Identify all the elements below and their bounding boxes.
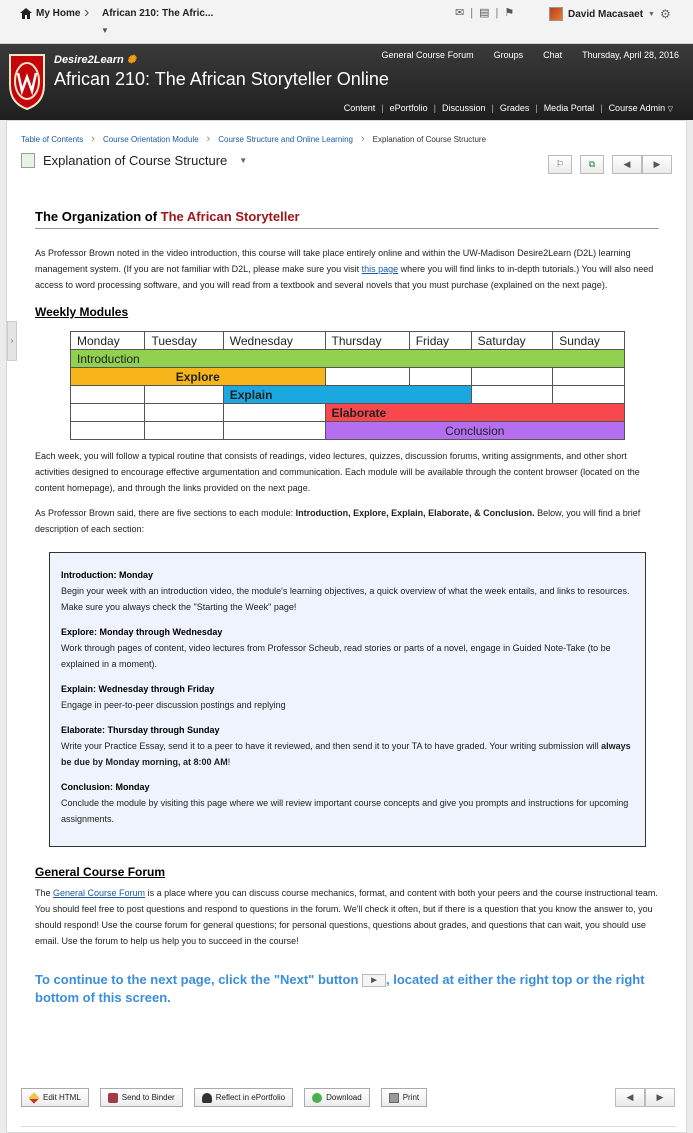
content-panel <box>6 120 687 1133</box>
my-home-link[interactable] <box>20 8 80 19</box>
minibar <box>0 0 693 44</box>
open-new-window-button[interactable] <box>580 155 604 174</box>
user-menu[interactable] <box>549 7 655 21</box>
phase-elaborate: Elaborate <box>325 404 625 422</box>
divider: | <box>433 103 436 113</box>
update-alerts-icon[interactable]: ▤ <box>479 7 490 19</box>
next-topic-button[interactable] <box>645 1088 675 1107</box>
nav-general-forum[interactable]: General Course Forum <box>381 50 474 60</box>
nav-discussion[interactable]: Discussion <box>441 103 486 113</box>
sections-intro-paragraph <box>35 505 659 537</box>
empty-cell <box>223 404 325 422</box>
edit-html-label: Edit HTML <box>43 1093 81 1102</box>
avatar <box>549 7 563 21</box>
next-arrow-icon: ▶ <box>656 1092 664 1102</box>
nav-grades[interactable]: Grades <box>499 103 530 113</box>
binder-icon <box>108 1093 118 1103</box>
printer-icon <box>389 1093 399 1103</box>
previous-arrow-icon: ◀ <box>626 1092 634 1102</box>
section-elaborate <box>61 722 634 770</box>
next-arrow-icon: ▶ <box>653 159 661 169</box>
empty-cell <box>553 368 625 386</box>
divider: | <box>535 103 538 113</box>
topic-actions-dropdown[interactable]: ▼ <box>239 156 248 165</box>
pencil-icon <box>28 1092 39 1103</box>
d2l-brand-text: Desire2Learn <box>54 54 124 66</box>
html-file-icon <box>21 153 35 168</box>
chevron-down-icon: ▼ <box>648 10 655 18</box>
send-to-binder-label: Send to Binder <box>121 1093 175 1102</box>
topic-tools <box>548 155 672 174</box>
d2l-logo <box>54 53 136 66</box>
user-name: David Macasaet <box>568 8 644 20</box>
weekly-schedule-table <box>70 331 625 440</box>
section-description: Engage in peer-to-peer discussion postings and replying <box>61 700 286 710</box>
gear-icon[interactable]: ⚙ <box>660 7 671 21</box>
section-description: Begin your week with an introduction video, the module's learning objectives, a quick overview of what the week entails, and links to resources. Make sure you always check the "Starting the Week" page! <box>61 586 630 612</box>
subscription-alerts-icon[interactable]: ⚑ <box>504 7 515 19</box>
page-title: Explanation of Course Structure <box>43 153 228 168</box>
nav-content[interactable]: Content <box>343 103 376 113</box>
bottom-topic-nav <box>615 1088 675 1107</box>
nav-eportfolio[interactable]: ePortfolio <box>389 103 428 113</box>
due-date-bold: always be due by Monday morning, at 8:00 AM <box>61 741 631 767</box>
navbar-top-links <box>382 50 679 60</box>
empty-cell <box>471 386 553 404</box>
breadcrumb-course-structure[interactable]: Course Structure and Online Learning <box>218 134 353 144</box>
topic-document <box>35 209 659 1007</box>
send-to-binder-button[interactable] <box>100 1088 183 1107</box>
section-description: Work through pages of content, video lectures from Professor Scheub, read stories or parts of a novel, engage in Guided Note-Take (to be explained in a moment). <box>61 643 611 669</box>
cta-text-a: To continue to the next page, click the "Next" button <box>35 972 362 987</box>
forum-text-a: The <box>35 888 54 898</box>
intro-paragraph <box>35 245 659 293</box>
print-button[interactable] <box>381 1088 427 1107</box>
uw-crest-logo <box>7 51 47 111</box>
previous-arrow-icon: ◀ <box>623 159 631 169</box>
table-row <box>71 386 625 404</box>
general-forum-heading: General Course Forum <box>35 865 166 879</box>
previous-topic-button[interactable] <box>615 1088 645 1107</box>
breadcrumb-orientation-module[interactable]: Course Orientation Module <box>102 134 199 144</box>
bookmark-button[interactable] <box>548 155 572 174</box>
course-selector[interactable]: African 210: The Afric... <box>102 8 214 19</box>
section-explore <box>61 624 634 672</box>
divider: | <box>600 103 603 113</box>
empty-cell <box>325 368 409 386</box>
divider: | <box>381 103 384 113</box>
table-row <box>71 368 625 386</box>
intro-text-a: As Professor Brown noted in the video introduction, this course will take place entirely online and within the UW-Madison Desire2Learn (D2L) learning management system. (If you are not familiar with D2L, please make sure you visit <box>35 248 631 274</box>
elaborate-text-a: Write your Practice Essay, send it to a peer to have it reviewed, and then send it to your TA to have graded. Your writing submission will <box>61 741 602 751</box>
breadcrumb <box>21 133 486 145</box>
nav-media-portal[interactable]: Media Portal <box>543 103 595 113</box>
day-header: Friday <box>409 332 471 350</box>
empty-cell <box>145 386 223 404</box>
forum-text-b: is a place where you can discuss course mechanics, format, and content with both your peers and the course instructional team. You should feel free to post questions and respond to questions in the forum. We'll check it often, but if there is a question that you know the answer to, you should respond! Use the course forum for general questions; for personal questions, questions about grades, and questions that can wait, you should use email. Use the forum to help us help you to succeed in the course! <box>35 888 658 946</box>
eportfolio-icon <box>202 1093 212 1103</box>
next-page-instructions <box>35 971 659 1007</box>
section-title: Conclusion: Monday <box>61 782 150 792</box>
section-title: Introduction: Monday <box>61 570 153 580</box>
phase-explain: Explain <box>223 386 471 404</box>
nav-course-admin[interactable] <box>609 103 673 113</box>
breadcrumb-current: Explanation of Course Structure <box>372 134 487 144</box>
weekly-modules-heading: Weekly Modules <box>35 305 129 319</box>
reflect-eportfolio-label: Reflect in ePortfolio <box>215 1093 286 1102</box>
empty-cell <box>553 386 625 404</box>
phase-conclusion: Conclusion <box>325 422 625 440</box>
empty-cell <box>145 422 223 440</box>
module-sections-box <box>49 552 646 847</box>
section-title: Explain: Wednesday through Friday <box>61 684 215 694</box>
sections-text-a: As Professor Brown said, there are five sections to each module: <box>35 508 296 518</box>
general-course-forum-link[interactable]: General Course Forum <box>53 888 146 898</box>
chevron-right-icon: › <box>84 4 90 21</box>
section-introduction <box>61 567 634 615</box>
navbar <box>0 44 693 120</box>
divider: | <box>495 6 499 19</box>
home-icon <box>20 8 32 19</box>
nav-chat[interactable]: Chat <box>543 50 563 60</box>
next-topic-button[interactable] <box>642 155 672 174</box>
empty-cell <box>71 404 145 422</box>
print-label: Print <box>402 1093 420 1102</box>
toc-collapse-handle[interactable]: › <box>7 321 17 361</box>
empty-cell <box>471 368 553 386</box>
new-window-icon: ⧉ <box>588 159 596 169</box>
table-row <box>71 332 625 350</box>
phase-introduction: Introduction <box>71 350 625 368</box>
chevron-right-icon: › <box>206 133 211 145</box>
phase-explore: Explore <box>71 368 326 386</box>
section-description: Conclude the module by visiting this page where we will review important course concepts and give you prompts and instructions for upcoming assignments. <box>61 798 629 824</box>
previous-topic-button[interactable] <box>612 155 642 174</box>
day-header: Sunday <box>553 332 625 350</box>
download-label: Download <box>326 1093 362 1102</box>
current-date: Thursday, April 28, 2016 <box>582 50 679 60</box>
course-title[interactable]: African 210: The African Storyteller Online <box>54 69 389 89</box>
routine-paragraph: Each week, you will follow a typical routine that consists of readings, video lectures, quizzes, discussion forums, writing assignments, and other short activities designed to encourage effective argumentation and communication. Each module will be available through the content browser (located on the content homepage), and through the links provided on the next page. <box>35 451 640 493</box>
day-header: Tuesday <box>145 332 223 350</box>
d2l-logo-mark-icon: ✺ <box>123 54 136 66</box>
topic-header <box>21 153 247 168</box>
cta-text-b: , located at either the right top or the right bottom of this screen. <box>35 972 645 1005</box>
section-title: Elaborate: Thursday through Sunday <box>61 725 220 735</box>
minibar-alerts <box>455 6 514 19</box>
chevron-down-icon: ▽ <box>667 106 673 113</box>
day-header: Monday <box>71 332 145 350</box>
section-title: Explore: Monday through Wednesday <box>61 627 223 637</box>
this-page-link[interactable]: this page <box>361 264 399 274</box>
section-conclusion <box>61 779 634 827</box>
section-explain <box>61 681 634 713</box>
section-description <box>61 738 634 770</box>
doc-heading-prefix: The Organization of <box>35 209 161 224</box>
topic-action-bar <box>21 1088 427 1107</box>
elaborate-text-b: ! <box>227 757 231 767</box>
day-header: Thursday <box>325 332 409 350</box>
next-button-icon: ▶ <box>362 974 386 987</box>
forum-paragraph <box>35 885 659 949</box>
chevron-down-icon[interactable]: ▼ <box>101 26 109 35</box>
divider: | <box>491 103 494 113</box>
sections-list-bold: Introduction, Explore, Explain, Elaborate, & Conclusion. <box>295 508 535 518</box>
table-row <box>71 422 625 440</box>
day-header: Saturday <box>471 332 553 350</box>
divider: | <box>470 6 474 19</box>
empty-cell <box>71 386 145 404</box>
download-button[interactable] <box>304 1088 370 1107</box>
table-row <box>71 404 625 422</box>
bookmark-icon: ⚐ <box>555 159 565 169</box>
empty-cell <box>71 422 145 440</box>
intro-text-b: where you will find links to in-depth tutorials.) You will also need access to word processing software, and you will read from a textbook and several novels that you must purchase (explained on the next page). <box>35 264 654 290</box>
empty-cell <box>223 422 325 440</box>
doc-heading <box>35 209 659 229</box>
chevron-right-icon: › <box>360 133 365 145</box>
message-alerts-icon[interactable]: ✉ <box>455 7 465 19</box>
reflect-eportfolio-button[interactable] <box>194 1088 293 1107</box>
my-home-label: My Home <box>36 8 81 19</box>
nav-course-admin-label: Course Admin <box>608 103 666 113</box>
navbar-bottom-links <box>344 103 673 113</box>
chevron-right-icon: › <box>91 133 95 145</box>
empty-cell <box>409 368 471 386</box>
download-icon <box>312 1093 322 1103</box>
doc-heading-course: The African Storyteller <box>160 209 300 224</box>
divider <box>21 1126 676 1127</box>
nav-groups[interactable]: Groups <box>493 50 524 60</box>
edit-html-button[interactable] <box>21 1088 89 1107</box>
day-header: Wednesday <box>223 332 325 350</box>
table-row <box>71 350 625 368</box>
sections-text-b: Below, you will find a brief description of each section: <box>35 508 641 534</box>
empty-cell <box>145 404 223 422</box>
breadcrumb-table-of-contents[interactable]: Table of Contents <box>21 134 84 144</box>
